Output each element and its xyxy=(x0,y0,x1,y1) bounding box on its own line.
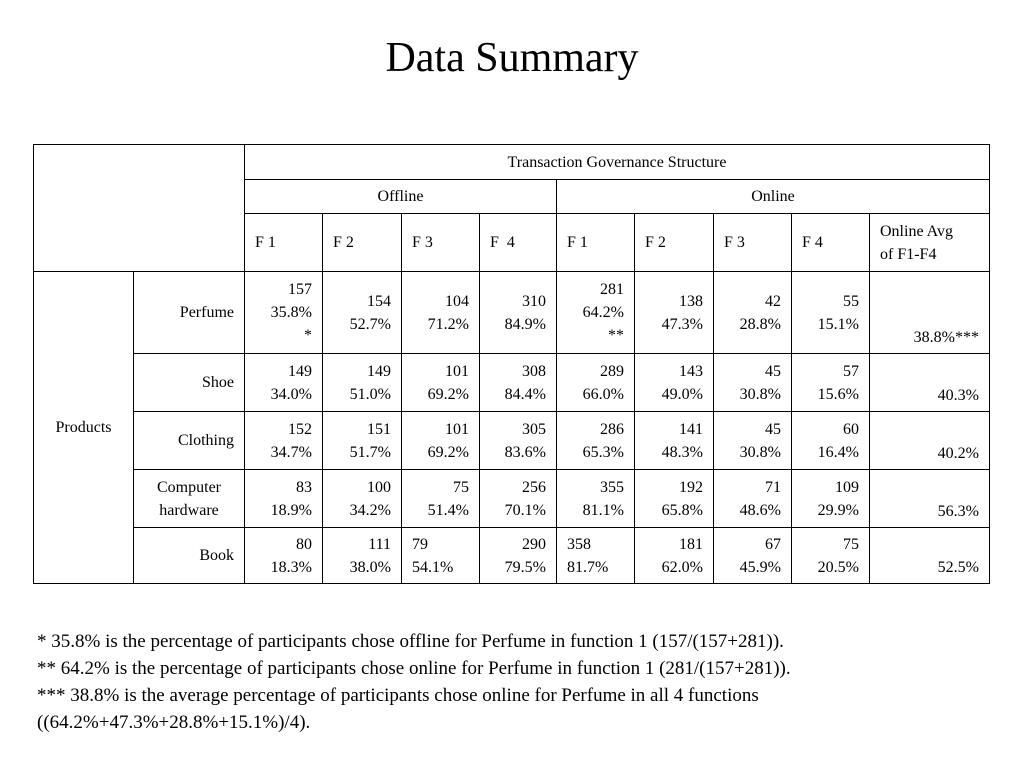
cell-text: 34.0% xyxy=(270,385,312,403)
data-cell xyxy=(480,528,557,584)
data-cell xyxy=(402,272,480,354)
cell-text: ** xyxy=(608,327,624,344)
cell-text: 256 xyxy=(522,478,546,496)
cell-text: 104 xyxy=(445,292,469,310)
data-cell xyxy=(792,354,870,412)
cell-text: 62.0% xyxy=(661,558,703,576)
cell-text: 18.9% xyxy=(270,501,312,519)
cell-text: 65.8% xyxy=(661,501,703,519)
data-cell xyxy=(714,470,792,528)
avg-cell: 40.3% xyxy=(870,354,990,412)
cell-text: 28.8% xyxy=(739,315,781,333)
data-cell xyxy=(323,470,402,528)
avg-header-line2: of F1-F4 xyxy=(880,245,937,263)
cell-text: 30.8% xyxy=(739,385,781,403)
cell-text: 154 xyxy=(367,292,391,310)
cell-text: 52.7% xyxy=(349,315,391,333)
data-cell xyxy=(792,528,870,584)
data-cell xyxy=(402,412,480,470)
row-label xyxy=(134,470,245,528)
cell-text: 81.7% xyxy=(567,558,609,576)
data-cell xyxy=(323,272,402,354)
data-cell xyxy=(557,470,635,528)
cell-text: 15.6% xyxy=(817,385,859,403)
cell-text: 51.7% xyxy=(349,443,391,461)
cell-text: 141 xyxy=(679,420,703,438)
cell-text: 308 xyxy=(522,362,546,380)
data-cell xyxy=(635,470,714,528)
column-header: F 1 xyxy=(557,214,635,272)
cell-text: 15.1% xyxy=(817,315,859,333)
data-cell xyxy=(480,470,557,528)
cell-text: 151 xyxy=(367,420,391,438)
cell-text: 192 xyxy=(679,478,703,496)
header-transaction-governance: Transaction Governance Structure xyxy=(245,145,990,180)
cell-text: 290 xyxy=(522,535,546,553)
footnotes xyxy=(37,628,997,736)
column-header: F 1 xyxy=(245,214,323,272)
cell-text: 281 xyxy=(600,281,624,298)
data-cell xyxy=(635,272,714,354)
data-cell xyxy=(245,528,323,584)
cell-text: 65.3% xyxy=(582,443,624,461)
cell-text: 289 xyxy=(600,362,624,380)
cell-text: 18.3% xyxy=(270,558,312,576)
cell-text: 60 xyxy=(843,420,859,438)
header-online: Online xyxy=(557,180,990,214)
data-cell xyxy=(714,272,792,354)
data-cell xyxy=(480,412,557,470)
data-cell xyxy=(402,470,480,528)
cell-text: 64.2% xyxy=(582,304,624,321)
cell-text: 143 xyxy=(679,362,703,380)
cell-text: 49.0% xyxy=(661,385,703,403)
avg-cell: 38.8%*** xyxy=(870,272,990,354)
column-header: F 2 xyxy=(635,214,714,272)
table-row xyxy=(34,272,990,354)
cell-text: 355 xyxy=(600,478,624,496)
data-cell xyxy=(714,354,792,412)
row-label: Shoe xyxy=(134,354,245,412)
cell-text: 84.9% xyxy=(504,315,546,333)
cell-text: 84.4% xyxy=(504,385,546,403)
data-cell xyxy=(792,412,870,470)
data-cell xyxy=(635,354,714,412)
cell-text: 152 xyxy=(288,420,312,438)
cell-text: 70.1% xyxy=(504,501,546,519)
cell-text: 51.0% xyxy=(349,385,391,403)
cell-text: 34.2% xyxy=(349,501,391,519)
data-cell xyxy=(635,412,714,470)
cell-text: 71 xyxy=(765,478,781,496)
avg-cell: 56.3% xyxy=(870,470,990,528)
cell-text: 45 xyxy=(765,420,781,438)
column-header: F 2 xyxy=(323,214,402,272)
table-row xyxy=(34,470,990,528)
cell-text: 69.2% xyxy=(427,443,469,461)
cell-text: 38.0% xyxy=(349,558,391,576)
footnote: ((64.2%+47.3%+28.8%+15.1%)/4). xyxy=(37,712,311,733)
row-label: Clothing xyxy=(134,412,245,470)
data-cell xyxy=(635,528,714,584)
data-cell xyxy=(245,412,323,470)
cell-text: hardware xyxy=(159,501,219,519)
cell-text: 358 xyxy=(567,535,591,553)
cell-text: 310 xyxy=(522,292,546,310)
cell-text: 101 xyxy=(445,420,469,438)
data-cell xyxy=(402,354,480,412)
cell-text: 35.8% xyxy=(270,304,312,321)
cell-text: 75 xyxy=(453,478,469,496)
data-cell xyxy=(245,470,323,528)
data-cell xyxy=(323,528,402,584)
footnote: * 35.8% is the percentage of participants chose offline for Perfume in function 1 (157/(157+281)). xyxy=(37,631,784,652)
cell-text: 305 xyxy=(522,420,546,438)
data-summary-table xyxy=(33,144,990,584)
row-group-label-products: Products xyxy=(34,272,134,584)
data-cell xyxy=(323,354,402,412)
data-cell xyxy=(480,272,557,354)
cell-text: 29.9% xyxy=(817,501,859,519)
data-cell xyxy=(792,470,870,528)
cell-text: * xyxy=(304,327,312,344)
avg-header-line1: Online Avg xyxy=(880,222,954,240)
cell-text: 34.7% xyxy=(270,443,312,461)
cell-text: 100 xyxy=(367,478,391,496)
cell-text: Computer xyxy=(157,478,221,496)
header-offline: Offline xyxy=(245,180,557,214)
cell-text: 80 xyxy=(296,535,312,553)
avg-cell: 52.5% xyxy=(870,528,990,584)
cell-text: 149 xyxy=(288,362,312,380)
table-row xyxy=(34,354,990,412)
table-row xyxy=(34,528,990,584)
cell-text: 109 xyxy=(835,478,859,496)
cell-text: 111 xyxy=(368,535,391,553)
cell-text: 16.4% xyxy=(817,443,859,461)
cell-text: 181 xyxy=(679,535,703,553)
data-cell xyxy=(245,272,323,354)
cell-text: 51.4% xyxy=(427,501,469,519)
data-cell xyxy=(714,528,792,584)
data-cell xyxy=(402,528,480,584)
cell-text: 286 xyxy=(600,420,624,438)
cell-text: 75 xyxy=(843,535,859,553)
cell-text: 71.2% xyxy=(427,315,469,333)
cell-text: 69.2% xyxy=(427,385,469,403)
cell-text: 30.8% xyxy=(739,443,781,461)
footnote: ** 64.2% is the percentage of participants chose online for Perfume in function 1 (281/(157+281)). xyxy=(37,658,791,679)
cell-text: 81.1% xyxy=(582,501,624,519)
data-cell xyxy=(557,272,635,354)
cell-text: 83.6% xyxy=(504,443,546,461)
data-cell xyxy=(557,412,635,470)
cell-text: 45 xyxy=(765,362,781,380)
cell-text: 20.5% xyxy=(817,558,859,576)
cell-text: 57 xyxy=(843,362,859,380)
cell-text: 42 xyxy=(765,292,781,310)
cell-text: 149 xyxy=(367,362,391,380)
cell-text: 45.9% xyxy=(739,558,781,576)
cell-text: 138 xyxy=(679,292,703,310)
column-header: F 3 xyxy=(402,214,480,272)
data-cell xyxy=(480,354,557,412)
cell-text: 66.0% xyxy=(582,385,624,403)
table-row xyxy=(34,412,990,470)
row-label: Book xyxy=(134,528,245,584)
cell-text: 101 xyxy=(445,362,469,380)
avg-cell: 40.2% xyxy=(870,412,990,470)
data-cell xyxy=(557,354,635,412)
data-cell xyxy=(323,412,402,470)
column-header: F 4 xyxy=(792,214,870,272)
page-title: Data Summary xyxy=(385,35,639,81)
cell-text: 83 xyxy=(296,478,312,496)
cell-text: 79 xyxy=(412,535,428,553)
cell-text: 54.1% xyxy=(412,558,454,576)
cell-text: 79.5% xyxy=(504,558,546,576)
data-cell xyxy=(245,354,323,412)
cell-text: 157 xyxy=(288,281,312,298)
cell-text: 67 xyxy=(765,535,781,553)
table-corner-cell xyxy=(34,145,245,272)
footnote: *** 38.8% is the average percentage of participants chose online for Perfume in all 4 functions xyxy=(37,685,759,706)
cell-text: 55 xyxy=(843,292,859,310)
data-cell xyxy=(714,412,792,470)
column-header-online-avg xyxy=(870,214,990,272)
row-label: Perfume xyxy=(134,272,245,354)
cell-text: 48.3% xyxy=(661,443,703,461)
cell-text: 48.6% xyxy=(739,501,781,519)
data-cell xyxy=(557,528,635,584)
column-header: F 3 xyxy=(714,214,792,272)
data-cell xyxy=(792,272,870,354)
cell-text: 47.3% xyxy=(661,315,703,333)
column-header: F 4 xyxy=(480,214,557,272)
